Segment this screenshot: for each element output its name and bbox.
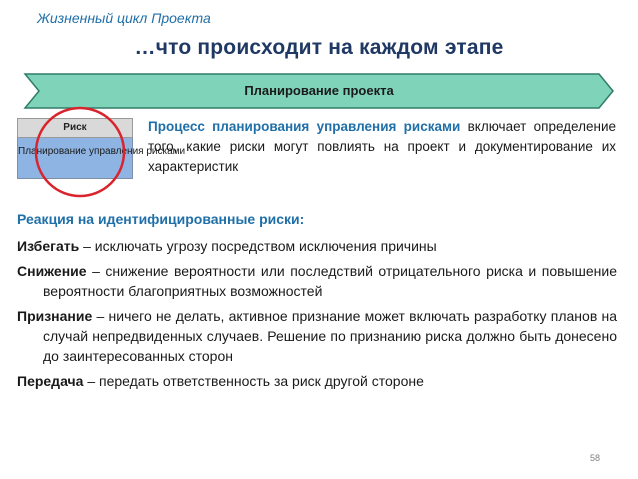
header-subtitle: Жизненный цикл Проекта [37,10,211,26]
reaction-term: Передача [17,373,84,389]
page-title: …что происходит на каждом этапе [134,36,504,59]
page-number: 58 [589,453,600,463]
intro-text: включает определение того, какие риски могут повлиять на проект и документирование их характеристик [148,119,616,174]
risk-diagram [17,118,186,179]
risk-planning-label: Планирование управления рисками [17,138,133,179]
phase-label: Планирование проекта [244,83,394,98]
reaction-item-avoid [17,236,617,256]
reaction-term: Признание [17,308,93,324]
intro-highlight: Процесс планирования управления рисками [148,119,461,134]
reaction-item-mitigate [17,261,617,301]
reaction-term: Избегать [17,238,80,254]
reactions-heading: Реакция на идентифицированные риски: [17,211,305,227]
reaction-term: Снижение [17,263,87,279]
reaction-text: – ничего не делать, активное признание может включать разработку планов на случай непредвиденных случаев. Решение по признанию риска должно быть донесено до заинтересованных сторон [43,308,617,364]
reaction-text: – передать ответственность за риск другой стороне [83,373,424,389]
intro-paragraph [148,117,616,177]
reaction-item-accept [17,306,617,366]
reaction-text: – исключать угрозу посредством исключения причины [79,238,437,254]
risk-label: Риск [17,118,133,138]
reaction-item-transfer [17,371,617,391]
reaction-text: – снижение вероятности или последствий отрицательного риска и повышение вероятности благоприятных возможностей [43,263,617,299]
reactions-list [17,236,617,396]
